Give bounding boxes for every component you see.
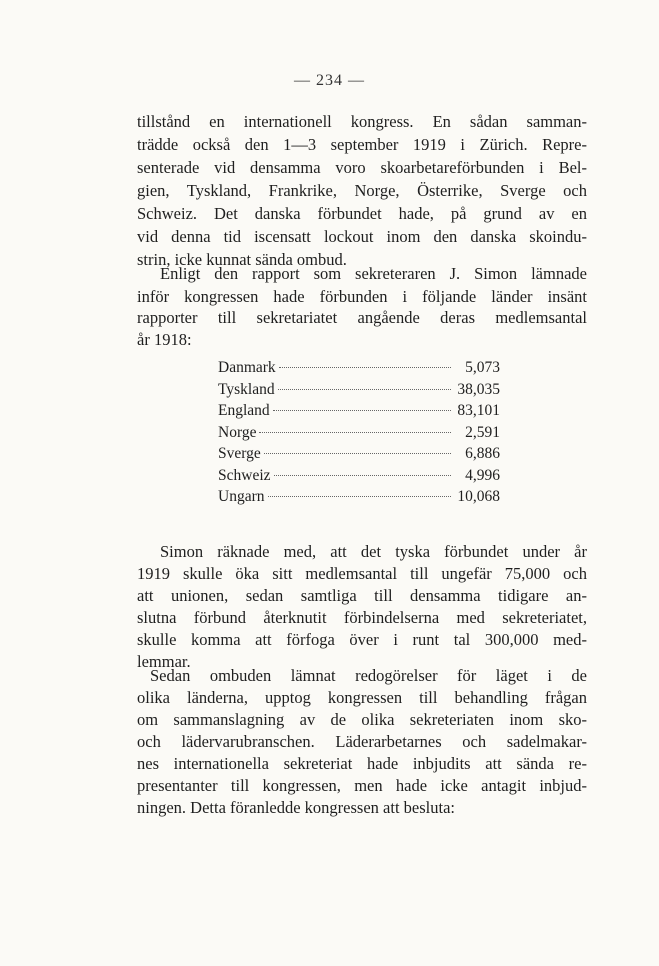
dot-leader: [274, 475, 451, 476]
paragraph-4-line: olika länderna, upptog kongressen till behandling frågan: [137, 688, 587, 707]
member-count: 83,101: [457, 402, 500, 419]
paragraph-4-line: nes internationella sekreteriat hade inbjudits att sända re-: [137, 754, 587, 773]
member-count: 4,996: [465, 466, 500, 484]
page-number: — 234 —: [294, 72, 365, 89]
table-row: [218, 486, 500, 508]
paragraph-1-line: gien, Tyskland, Frankrike, Norge, Österrike, Sverge och: [137, 181, 587, 200]
country-name: England: [218, 402, 270, 419]
member-count: 10,068: [457, 488, 500, 505]
paragraph-1-line: senterade vid densamma voro skoarbetareförbunden i Bel-: [137, 158, 587, 177]
country-name: Tyskland: [218, 380, 275, 398]
member-count: 5,073: [465, 359, 500, 376]
paragraph-2-line: inför kongressen hade förbunden i följande länder insänt: [137, 287, 587, 306]
paragraph-3-line: lemmar.: [137, 652, 191, 671]
dot-leader: [259, 432, 451, 433]
dot-leader: [264, 453, 451, 454]
paragraph-1-line: tillstånd en internationell kongress. En sådan samman-: [137, 112, 587, 131]
table-row: [218, 379, 500, 401]
table-row: [218, 443, 500, 465]
paragraph-3-line: Simon räknade med, att det tyska förbundet under år: [160, 542, 587, 561]
table-row: [218, 400, 500, 422]
paragraph-3-line: 1919 skulle öka sitt medlemsantal till ungefär 75,000 och: [137, 564, 587, 583]
member-count: 2,591: [465, 423, 500, 441]
paragraph-1-line: strin, icke kunnat sända ombud.: [137, 250, 347, 269]
paragraph-4-line: presentanter till kongressen, men hade icke antagit inbjud-: [137, 776, 587, 795]
paragraph-1-line: Schweiz. Det danska förbundet hade, på grund av en: [137, 204, 587, 223]
dot-leader: [279, 367, 451, 368]
paragraph-4-line: Sedan ombuden lämnat redogörelser för läget i de: [150, 666, 587, 685]
membership-table: [218, 357, 500, 508]
dot-leader: [278, 389, 451, 390]
paragraph-3-line: skulle komma att förfoga över i runt tal 300,000 med-: [137, 630, 587, 649]
paragraph-3-line: att unionen, sedan samtliga till densamma tidigare an-: [137, 586, 587, 605]
paragraph-2-line: Enligt den rapport som sekreteraren J. Simon lämnade: [160, 264, 587, 283]
paragraph-2-line: år 1918:: [137, 330, 192, 349]
dot-leader: [268, 496, 452, 497]
paragraph-1-line: vid denna tid iscensatt lockout inom den danska skoindu-: [137, 227, 587, 246]
paragraph-4-line: ningen. Detta föranledde kongressen att besluta:: [137, 798, 455, 817]
paragraph-2-line: rapporter till sekretariatet angående deras medlemsantal: [137, 308, 587, 327]
country-name: Danmark: [218, 359, 276, 376]
table-row: [218, 422, 500, 444]
country-name: Schweiz: [218, 466, 271, 484]
table-row: [218, 465, 500, 487]
country-name: Sverge: [218, 445, 261, 462]
member-count: 38,035: [457, 380, 500, 398]
member-count: 6,886: [465, 445, 500, 462]
paragraph-3-line: slutna förbund återknutit förbindelserna med sekreteriatet,: [137, 608, 587, 627]
paragraph-4-line: och lädervarubranschen. Läderarbetarnes och sadelmakar-: [137, 732, 587, 751]
paragraph-1-line: trädde också den 1—3 september 1919 i Zürich. Repre-: [137, 135, 587, 154]
paragraph-4-line: om sammanslagning av de olika sekreteriaten inom sko-: [137, 710, 587, 729]
country-name: Norge: [218, 423, 257, 441]
country-name: Ungarn: [218, 488, 265, 505]
dot-leader: [273, 410, 451, 411]
table-row: [218, 357, 500, 379]
